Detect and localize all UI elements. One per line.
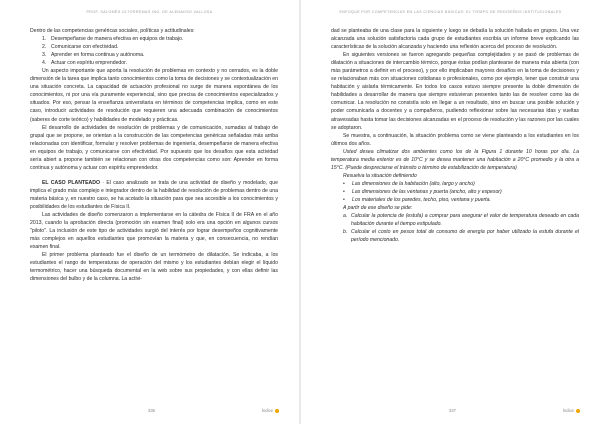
request-heading: A partir de ese diseño se pide: xyxy=(343,205,413,212)
intro-text: Dentro de las competencias genéricas sociales, políticas y actitudinales: xyxy=(30,28,195,34)
resolve-heading: Resuelva la situación definiendo xyxy=(343,172,417,179)
right-page-body xyxy=(331,27,579,244)
list-item: • Los materiales de los paredes, techo, piso, ventana y puerta. xyxy=(331,196,579,204)
list-item: b. Calcular el costo en pesos total de consumo de energía por haber utilizado la estufa durante el período mencionado. xyxy=(343,229,579,244)
paragraph: En siguientes versiones se fueron agregando pequeñas complejidades y se pasó de problemas de dilatación a situaciones de intercambio térmico, porque éstas podían plantearse de manera más abierta (con más parámetros a definir en el proceso), y por ello implicaban mayores desafíos en la toma de decisiones y se relacionaban más con situaciones cotidianas o profesionales, como por ejemplo, tener que construir una habitación y aislarla térmicamente. En todos los casos estuvo siempre presente la doble dimensión de habilidades a desarrollar de manera que siempre estuvieran presentes tanto las de resolver como las de comunicar. La resolución no consistía solo en llegar a un resultado, sino en buscar una posible solución y poder comunicarla a docentes y a compañeros, pudiendo reflexionar sobre las necesarias idas y vueltas atravesadas hasta tomar las decisiones alcanzadas en el proceso de resolución y las razones por las cuales se adoptaron. xyxy=(331,52,579,131)
index-icon xyxy=(576,409,580,413)
index-link[interactable]: Índice xyxy=(262,408,279,413)
running-head: ENFOQUE POR COMPETENCIAS EN LAS CIENCIAS BÁSICAS: EL TIEMPO DE REDISEÑOS INSTITUCIONALES xyxy=(339,10,562,14)
case-heading: EL CASO PLANTEADO xyxy=(42,179,100,186)
paragraph: El desarrollo de actividades de resolución de problemas y de comunicación, sumadas al trabajo de grupal que se propone, se orientan a la construcción de las competencias genéricas señaladas más arriba relacionadas con identificar, formular y resolver problemas de ingeniería, desempeñarse de manera efectiva en equipos de trabajo, y comunicarse con efectividad. Por supuesto que los desafíos que esta actividad sería abiert a propone también se relacionan con otras dos competencias como son: Aprender en forma continua y autónoma y actuar con espíritu emprendedor. xyxy=(30,124,278,171)
paragraph: Un aspecto importante que aporta la resolución de problemas en contexto y no cerrados, es la doble dimensión de la tarea que implica tanto conocimientos como la toma de decisiones y se contextualización en una situación concreta. La capacidad de actuación profesional no surge de manera espontánea de los conocimientos, ni por una vía puramente experiencial, sino que precisa de conocimientos especializados y situados. Por eso, pensar la enseñanza universitaria en términos de competencias implica, como en este caso, introducir actividades de resolución que requieren una adecuada combinación de conocimientos (saberes de corte teórico) y habilidades de modelado y prácticas. xyxy=(30,68,278,123)
left-page-body xyxy=(30,27,278,283)
index-icon xyxy=(275,409,279,413)
paragraph: Se muestra, a continuación, la situación problema como se viene planteando a los estudiantes en los últimos dos años. xyxy=(331,132,579,147)
running-head: PROF. SALOMÉS ÜLTORREMAS ING. DE ALENADSO VALLOSA xyxy=(86,10,213,14)
list-item: • Las dimensiones de las ventanas y puerta (ancho, alto y espesor) xyxy=(331,188,579,196)
problem-statement: Usted desea climatizar dos ambientes como los de la Figura 1 durante 10 horas por día. La temperatura media exterior es de 10°C y se desea mantener una habitación a 20°C promedio y la otra a 15°C. (Puede despreciarse el tránsito o término de estabilización de temperatura) xyxy=(331,148,579,171)
list-item: 2. Comunicarse con efectividad. xyxy=(42,44,119,51)
competencies-list xyxy=(30,35,278,67)
list-item: 1. Desempeñarse de manera efectiva en equipos de trabajo. xyxy=(42,36,184,43)
paragraph: Las actividades de diseño comenzaron a implementarse en la cátedra de Física II de FRA en el año 2013, cuando la aprobación directa (promoción sin examen final) solo era una opción en algunos cursos "piloto". La inclusión de este tipo de actividades surgió del interés por lograr desempeños cognitivamente más complejos en aquellos estudiantes que promovían la materia y que, en consecuencia, no rendían examen final. xyxy=(30,212,278,251)
list-item: 4. Actuar con espíritu emprendedor. xyxy=(42,60,128,67)
left-page xyxy=(0,0,299,424)
list-item: 3. Aprender en forma continua y autónoma. xyxy=(42,52,145,59)
page-number: 337 xyxy=(449,408,456,413)
list-item: a. Calcular la potencia de (estufa) a comprar para asegurar el valor de temperatura deseado en cada habitación durante el tiempo estipulado. xyxy=(343,213,579,228)
index-link[interactable]: Índice xyxy=(563,408,580,413)
right-page xyxy=(301,0,600,424)
paragraph: El primer problema planteado fue el diseño de un termómetro de dilatación. Se indicaba, a los estudiantes el rango de temperaturas de operación del mismo y los estudiantes debían elegir el líquido termométrico, hacer una búsqueda documental en la web sobre sus propiedades, y con ellas definir las dimensiones del bulbo y de la columna. La activi- xyxy=(30,252,278,283)
paragraph: dad se planteaba de una clase para la siguiente y luego se debatía la solución hallada en grupos. Una vez alcanzada una solución satisfactoria cada grupo de estudiantes escribía un informe breve explicando las características de la solución alcanzada y haciendo una reflexión acerca del proceso de resolución. xyxy=(331,28,579,51)
list-item: • Las dimensiones de la habitación (alto, largo y ancho) xyxy=(331,180,579,188)
page-number: 336 xyxy=(148,408,155,413)
case-paragraph: EL CASO PLANTEADO · El caso analizado se trata de una actividad de diseño y modelado, que implica el grado más complejo e integrador dentro de la habilidad de resolución de problemas dentro de una materia básica y, en nuestro caso, se ha acotado la situación para que sea accesible a los conocimientos y posibilidades de los estudiantes de Física II. xyxy=(30,179,278,210)
